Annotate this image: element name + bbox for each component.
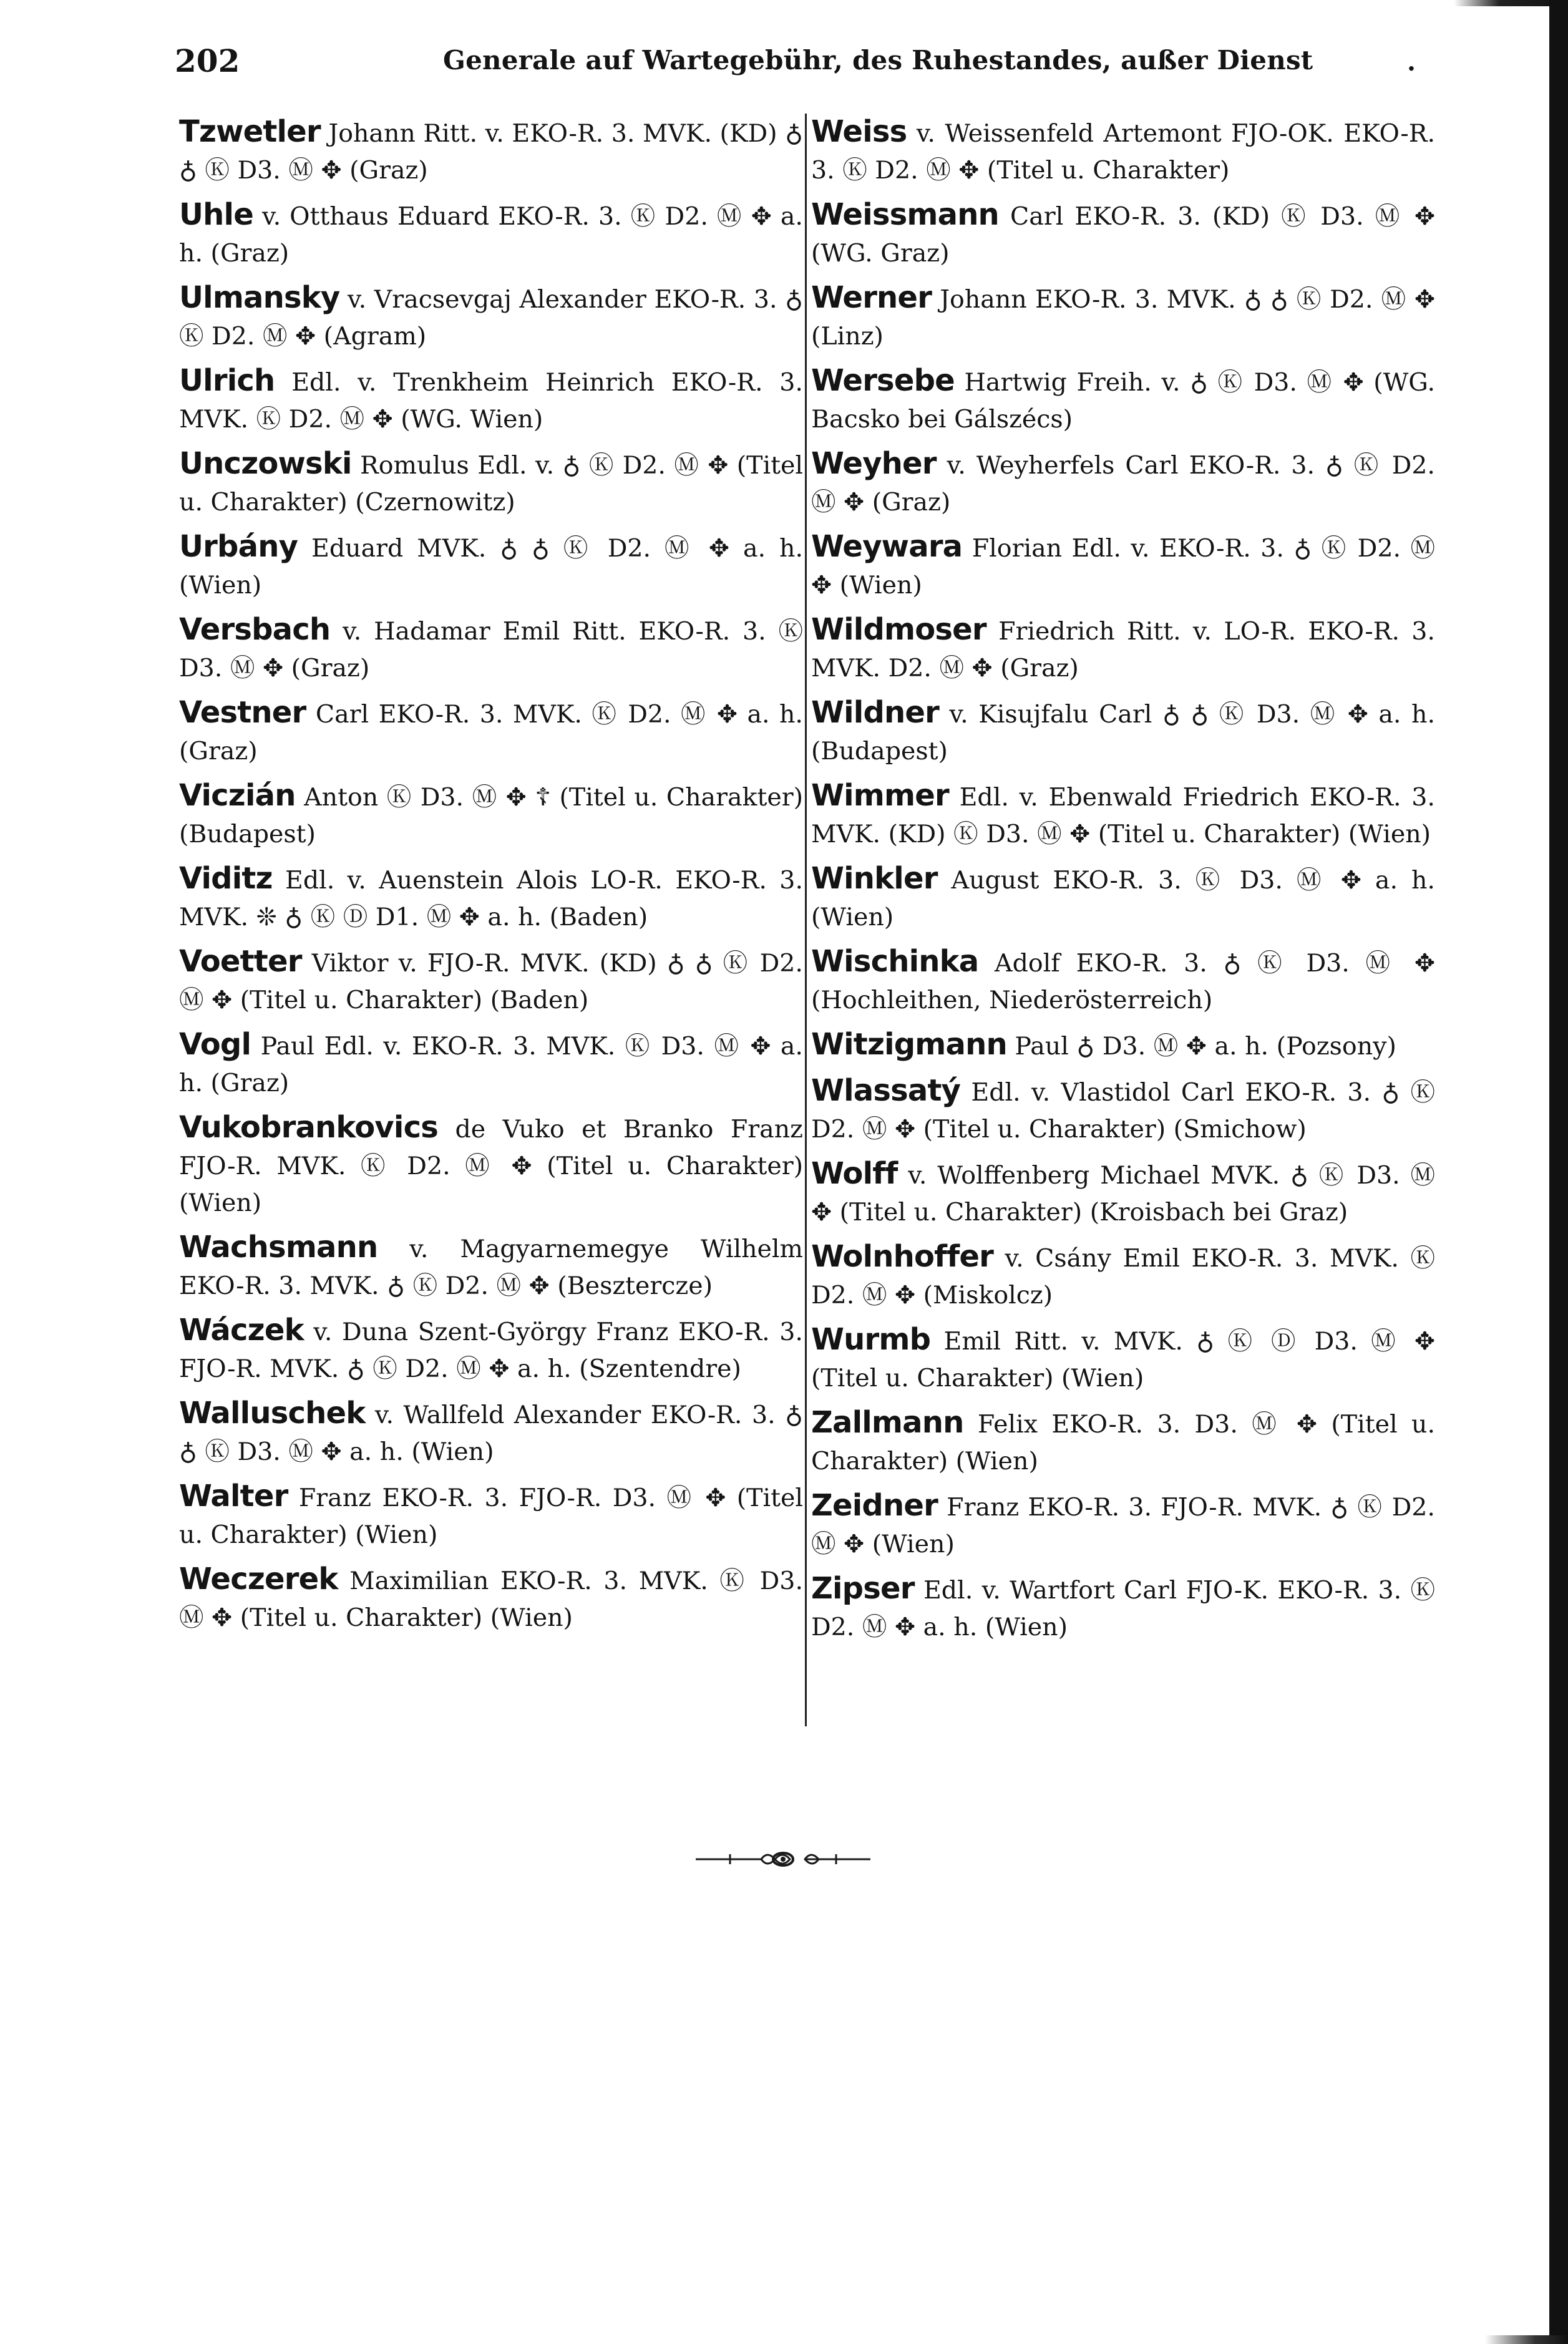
entry-surname: Weczerek	[179, 1562, 338, 1597]
register-entry	[811, 1072, 1435, 1148]
register-entry	[179, 528, 803, 604]
entry-surname: Wáczek	[179, 1313, 304, 1348]
header-trailing-mark: .	[1407, 47, 1416, 77]
entry-details: Viktor v. FJO-R. MVK. (KD) ♁ ♁ Ⓚ D2. Ⓜ ✥ (Titel u. Charakter) (Baden)	[179, 949, 803, 1014]
entry-surname: Weissmann	[811, 197, 999, 232]
entry-details: Johann Ritt. v. EKO-R. 3. MVK. (KD) ♁ ♁ Ⓚ D3. Ⓜ ✥ (Graz)	[179, 119, 803, 185]
register-entry	[179, 197, 803, 272]
register-entry	[811, 1026, 1435, 1065]
entry-surname: Viditz	[179, 861, 273, 896]
entry-surname: Tzwetler	[179, 114, 321, 149]
entry-surname: Wischinka	[811, 944, 979, 979]
register-entry	[179, 1561, 803, 1636]
entry-surname: Wildmoser	[811, 612, 986, 647]
entry-details: v. Wolffenberg Michael MVK. ♁ Ⓚ D3. Ⓜ ✥ (Titel u. Charakter) (Kroisbach bei Graz)	[811, 1161, 1435, 1227]
register-entry	[179, 362, 803, 438]
register-entry	[179, 777, 803, 853]
entry-surname: Zipser	[811, 1571, 915, 1606]
entry-surname: Witzigmann	[811, 1027, 1007, 1062]
register-entry	[811, 362, 1435, 438]
entry-details: v. Otthaus Eduard EKO-R. 3. Ⓚ D2. Ⓜ ✥ a. h. (Graz)	[179, 202, 803, 268]
register-entry	[811, 860, 1435, 936]
register-entry	[811, 611, 1435, 687]
entry-surname: Weiss	[811, 114, 907, 149]
entry-details: Edl. v. Ebenwald Friedrich EKO-R. 3. MVK. (KD) Ⓚ D3. Ⓜ ✥ (Titel u. Charakter) (Wien)	[811, 783, 1435, 849]
register-entry	[179, 1478, 803, 1554]
entry-surname: Winkler	[811, 861, 938, 896]
entry-surname: Wachsmann	[179, 1230, 378, 1265]
entry-details: Emil Ritt. v. MVK. ♁ Ⓚ Ⓓ D3. Ⓜ ✥ (Titel u. Charakter) (Wien)	[811, 1327, 1435, 1393]
register-entry	[179, 1109, 803, 1222]
entry-details: Maximilian EKO-R. 3. MVK. Ⓚ D3. Ⓜ ✥ (Titel u. Charakter) (Wien)	[179, 1567, 803, 1632]
running-title: Generale auf Wartegebühr, des Ruhestandes, außer Dienst	[443, 45, 1313, 75]
entry-details: Friedrich Ritt. v. LO-R. EKO-R. 3. MVK. D2. Ⓜ ✥ (Graz)	[811, 617, 1435, 683]
register-entry	[179, 943, 803, 1019]
entry-surname: Voetter	[179, 944, 302, 979]
entry-details: v. Vracsevgaj Alexander EKO-R. 3. ♁ Ⓚ D2. Ⓜ ✥ (Agram)	[179, 285, 803, 351]
entry-details: v. Magyarnemegye Wilhelm EKO-R. 3. MVK. ♁ Ⓚ D2. Ⓜ ✥ (Besztercze)	[179, 1235, 803, 1300]
entry-details: de Vuko et Branko Franz FJO-R. MVK. Ⓚ D2. Ⓜ ✥ (Titel u. Charakter) (Wien)	[179, 1115, 803, 1217]
register-entry	[179, 1229, 803, 1305]
entry-details: v. Hadamar Emil Ritt. EKO-R. 3. Ⓚ D3. Ⓜ ✥ (Graz)	[179, 617, 803, 683]
register-entry	[179, 694, 803, 770]
entry-surname: Zallmann	[811, 1405, 964, 1440]
right-column	[811, 114, 1435, 1653]
register-entry	[811, 114, 1435, 189]
entry-surname: Versbach	[179, 612, 331, 647]
entry-surname: Vukobrankovics	[179, 1110, 438, 1145]
left-column	[179, 114, 803, 1644]
entry-details: v. Weyherfels Carl EKO-R. 3. ♁ Ⓚ D2. Ⓜ ✥ (Graz)	[811, 451, 1435, 517]
entry-details: Carl EKO-R. 3. MVK. Ⓚ D2. Ⓜ ✥ a. h. (Graz)	[179, 700, 803, 766]
register-entry	[179, 280, 803, 355]
entry-details: Hartwig Freih. v. ♁ Ⓚ D3. Ⓜ ✥ (WG. Bacsko bei Gálszécs)	[811, 368, 1435, 434]
entry-surname: Wildner	[811, 695, 940, 730]
entry-surname: Vogl	[179, 1027, 251, 1062]
entry-details: Johann EKO-R. 3. MVK. ♁ ♁ Ⓚ D2. Ⓜ ✥ (Linz)	[811, 285, 1435, 351]
column-divider	[805, 114, 807, 1726]
entry-details: Anton Ⓚ D3. Ⓜ ✥ ☦ (Titel u. Charakter) (Budapest)	[179, 783, 803, 849]
entry-surname: Viczián	[179, 778, 296, 813]
scan-edge-bottom	[1485, 2335, 1568, 2344]
entry-details: v. Weissenfeld Artemont FJO-OK. EKO-R. 3. Ⓚ D2. Ⓜ ✥ (Titel u. Charakter)	[811, 119, 1435, 185]
register-entry	[811, 1238, 1435, 1314]
register-entry	[811, 280, 1435, 355]
entry-details: Edl. v. Wartfort Carl FJO-K. EKO-R. 3. Ⓚ D2. Ⓜ ✥ a. h. (Wien)	[811, 1576, 1435, 1641]
entry-surname: Vestner	[179, 695, 306, 730]
register-entry	[811, 445, 1435, 521]
register-entry	[179, 1312, 803, 1388]
entry-details: Edl. v. Auenstein Alois LO-R. EKO-R. 3. MVK. ❊ ♁ Ⓚ Ⓓ D1. Ⓜ ✥ a. h. (Baden)	[179, 866, 803, 931]
scan-edge-right	[1549, 0, 1568, 2344]
register-entry	[179, 860, 803, 936]
entry-surname: Wolff	[811, 1156, 898, 1191]
register-entry	[811, 1155, 1435, 1231]
register-entry	[811, 1570, 1435, 1646]
entry-surname: Weywara	[811, 529, 963, 564]
entry-details: v. Kisujfalu Carl ♁ ♁ Ⓚ D3. Ⓜ ✥ a. h. (Budapest)	[811, 700, 1435, 766]
entry-surname: Urbány	[179, 529, 298, 564]
ornamental-divider-icon	[693, 1844, 874, 1875]
register-entry	[811, 694, 1435, 770]
entry-surname: Unczowski	[179, 446, 352, 481]
entry-surname: Weyher	[811, 446, 937, 481]
entry-details: Franz EKO-R. 3. FJO-R. D3. Ⓜ ✥ (Titel u. Charakter) (Wien)	[179, 1484, 803, 1549]
entry-details: Adolf EKO-R. 3. ♁ Ⓚ D3. Ⓜ ✥ (Hochleithen, Niederösterreich)	[811, 949, 1435, 1014]
register-entry	[179, 1026, 803, 1102]
register-entry	[179, 1395, 803, 1471]
page-number: 202	[175, 42, 240, 79]
register-entry	[811, 528, 1435, 604]
entry-details: Felix EKO-R. 3. D3. Ⓜ ✥ (Titel u. Charakter) (Wien)	[811, 1410, 1435, 1476]
entry-details: Edl. v. Vlastidol Carl EKO-R. 3. ♁ Ⓚ D2. Ⓜ ✥ (Titel u. Charakter) (Smichow)	[811, 1078, 1435, 1144]
entry-details: Eduard MVK. ♁ ♁ Ⓚ D2. Ⓜ ✥ a. h. (Wien)	[179, 534, 803, 600]
entry-details: Franz EKO-R. 3. FJO-R. MVK. ♁ Ⓚ D2. Ⓜ ✥ (Wien)	[811, 1493, 1435, 1559]
register-entry	[179, 445, 803, 521]
entry-details: August EKO-R. 3. Ⓚ D3. Ⓜ ✥ a. h. (Wien)	[811, 866, 1435, 931]
entry-details: v. Wallfeld Alexander EKO-R. 3. ♁ ♁ Ⓚ D3. Ⓜ ✥ a. h. (Wien)	[179, 1401, 803, 1466]
entry-surname: Zeidner	[811, 1488, 938, 1523]
register-entry	[811, 777, 1435, 853]
entry-surname: Walluschek	[179, 1396, 366, 1431]
entry-surname: Wersebe	[811, 363, 955, 398]
register-entry	[811, 943, 1435, 1019]
entry-details: v. Csány Emil EKO-R. 3. MVK. Ⓚ D2. Ⓜ ✥ (Miskolcz)	[811, 1244, 1435, 1310]
entry-surname: Wimmer	[811, 778, 949, 813]
entry-surname: Uhle	[179, 197, 253, 232]
entry-surname: Wurmb	[811, 1322, 931, 1357]
entry-details: Paul Edl. v. EKO-R. 3. MVK. Ⓚ D3. Ⓜ ✥ a. h. (Graz)	[179, 1032, 803, 1097]
entry-details: Paul ♁ D3. Ⓜ ✥ a. h. (Pozsony)	[1006, 1032, 1396, 1061]
entry-surname: Werner	[811, 280, 932, 315]
entry-surname: Ulmansky	[179, 280, 340, 315]
entry-details: Edl. v. Trenkheim Heinrich EKO-R. 3. MVK. Ⓚ D2. Ⓜ ✥ (WG. Wien)	[179, 368, 803, 434]
register-entry	[811, 1321, 1435, 1397]
entry-surname: Ulrich	[179, 363, 275, 398]
register-entry	[179, 611, 803, 687]
entry-details: Romulus Edl. v. ♁ Ⓚ D2. Ⓜ ✥ (Titel u. Charakter) (Czernowitz)	[179, 451, 803, 517]
register-entry	[811, 197, 1435, 272]
entry-surname: Walter	[179, 1479, 288, 1514]
entry-details: Florian Edl. v. EKO-R. 3. ♁ Ⓚ D2. Ⓜ ✥ (Wien)	[811, 534, 1435, 600]
entry-surname: Wolnhoffer	[811, 1239, 993, 1274]
page-header	[175, 42, 1448, 86]
entry-details: v. Duna Szent-György Franz EKO-R. 3. FJO-R. MVK. ♁ Ⓚ D2. Ⓜ ✥ a. h. (Szentendre)	[179, 1318, 803, 1383]
register-entry	[179, 114, 803, 189]
entry-surname: Wlassatý	[811, 1073, 961, 1108]
register-entry	[811, 1404, 1435, 1480]
register-entry	[811, 1487, 1435, 1563]
entry-details: Carl EKO-R. 3. (KD) Ⓚ D3. Ⓜ ✥ (WG. Graz)	[811, 202, 1435, 268]
